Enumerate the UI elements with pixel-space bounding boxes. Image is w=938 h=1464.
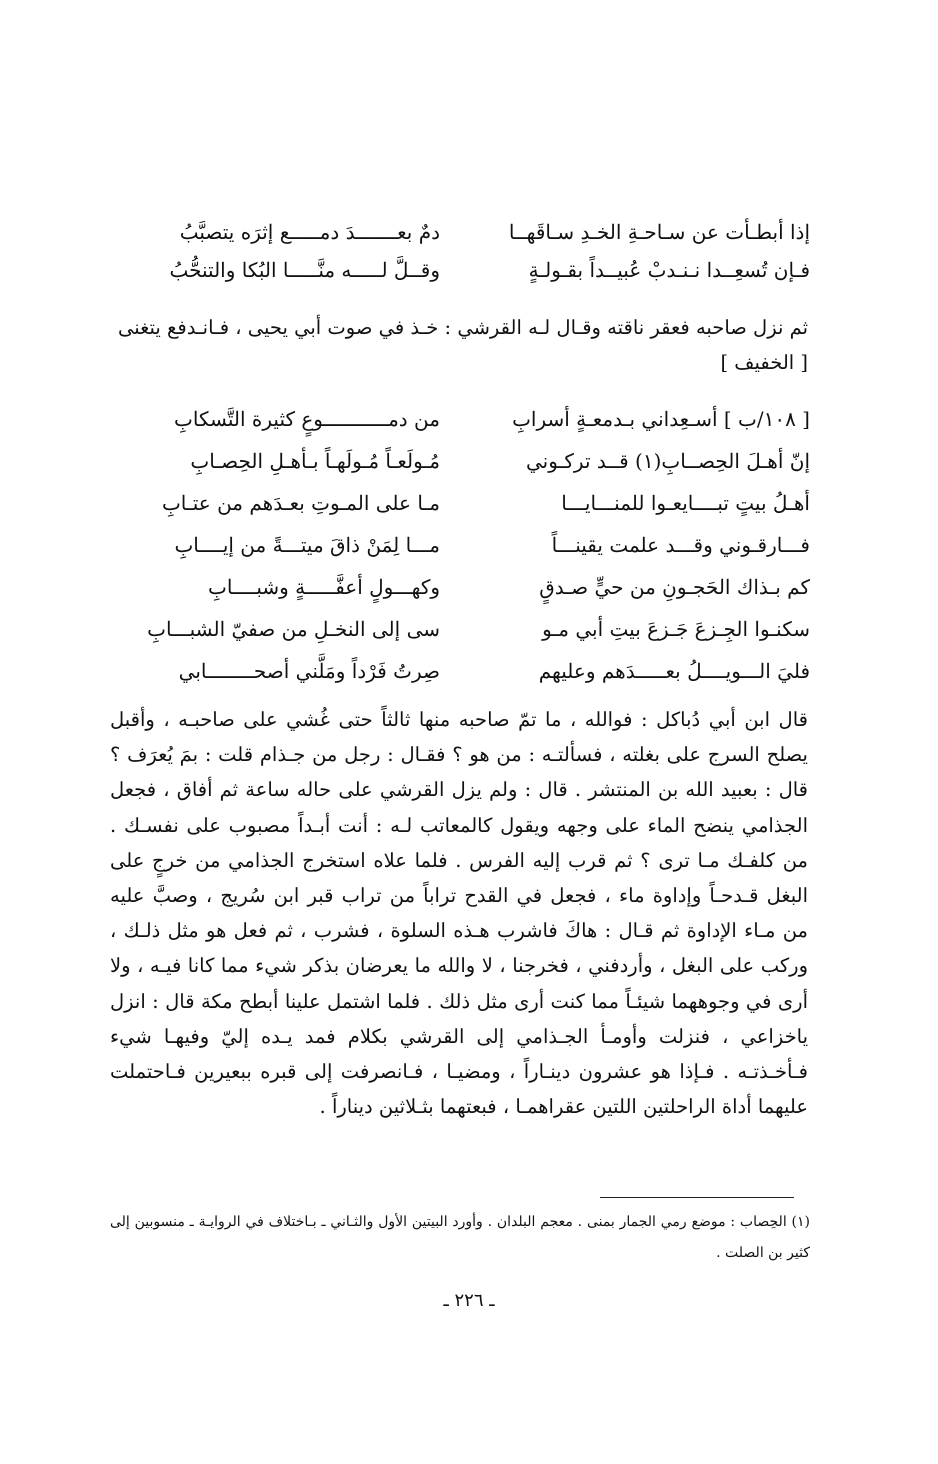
footnote: (١) الحِصاب : موضع رمي الجمار بمنى . معجم البلدان . وأورد البيتين الأول والثـاني ـ بـاختلاف في الروايـة ـ منسوبين إلى كثير بن الصلت .: [110, 1214, 810, 1261]
verse-line: [110, 650, 810, 692]
body-paragraph: قال ابن أبي دُباكل : فوالله ، ما تمّ صاحبه منها ثالثاً حتى غُشي على صاحبـه ، وأقبل يصلح السرج على بغلته ، فسألتـه : من هو ؟ فقـال : رجل من جـذام قلت : بمَ يُعرَف ؟ قال : بعبيد الله بن المنتشر . قال : ولم يزل القرشي على حاله ساعة ثم أفاق ، فجعل الجذامي ينضح الماء على وجهه ويقول كالمعاتب لـه : أنت أبـداً مصبوب على نفسـك . من كلفـك مـا ترى ؟ ثم قرب إليه الفرس . فلما علاه استخرج الجذامي من خرجٍ على البغل قـدحـاً وإداوة ماء ، فجعل في القدح تراباً من تراب قبر ابن سُريج ، وصبَّ عليه من مـاء الإداوة ثم قـال : هاكَ فاشرب هـذه السلوة ، فشرب ، ثم فعل هو مثل ذلـك ، وركب على البغل ، وأردفني ، فخرجنا ، لا والله ما يعرضان بذكر شيء مما كانا فيـه ، ولا أرى في وجوههما شيئـاً مما كنت أرى مثل ذلك . فلما اشتمل علينا أبطح مكة قال : انزل ياخزاعي ، فنزلت وأومـأ الجـذامي إلى القرشي بكلام فمد يـده إليّ وفيهـا شيء فـأخـذتـه . فـإذا هو عشرون دينـاراً ، ومضيـا ، فـانصرفت إلى قبره ببعيرين فـاحتملت عليهما أداة الراحلتين اللتين عقراهمـا ، فبعتهما بثـلاثين ديناراً .: [110, 708, 808, 1119]
verse-line: [110, 524, 810, 566]
verse-first-hemistich: إذا أبطـأت عن سـاحـةِ الخـدِ سـاقَهــا: [508, 220, 810, 244]
verse-line: [110, 608, 810, 650]
poem-top: [110, 213, 810, 289]
verse-first-hemistich: فـــارقـوني وقـــد علمت يقينـــاً: [551, 533, 810, 557]
verse-line: [110, 440, 810, 482]
verse-second-hemistich: مـــا لِمَنْ ذاقَ ميتـــةً من إيــــابِ: [174, 533, 440, 557]
verse-second-hemistich: دمٌ بعـــــــدَ دمـــــع إثرَه يتصبَّبُ: [179, 220, 440, 244]
intro-paragraph: [110, 310, 808, 380]
page-number: ـ ٢٢٦ ـ: [443, 1290, 495, 1311]
verse-first-hemistich: كم بـذاك الحَجـونِ من حيٍّ صـدقٍ: [539, 575, 810, 599]
verse-first-hemistich: إنّ أهـلَ الحِصــابِ(١) قــد تركـوني: [525, 449, 810, 473]
poem-main: [110, 398, 810, 692]
meter-label: [ الخفيف ]: [720, 351, 808, 374]
verse-line: [110, 566, 810, 608]
verse-second-hemistich: مُـولَعـاً مُـولَهـاً بـأهـلِ الحِصـابِ: [190, 449, 440, 473]
verse-first-hemistich: فـإن تُسعِــدا نـنـدبْ عُبيــداً بقـولـةٍ: [528, 258, 810, 282]
verse-second-hemistich: صِرتُ فَرْداً ومَلَّني أصحــــــــابي: [178, 659, 440, 683]
verse-line: [110, 213, 810, 251]
verse-first-hemistich: سكنـوا الجِـزعَ جَـزعَ بيتِ أبي مـو: [542, 617, 810, 641]
verse-line: [110, 482, 810, 524]
verse-second-hemistich: سى إلى النخـلِ من صفيّ الشبـــابِ: [147, 617, 440, 641]
verse-second-hemistich: وكهـــولٍ أعفَّـــــةٍ وشبــــابِ: [208, 575, 440, 599]
verse-line: [110, 398, 810, 440]
intro-text: ثم نزل صاحبه فعقر ناقته وقـال لـه القرشي : خـذ في صوت أبي يحيى ، فـانـدفع يتغنى: [117, 316, 808, 339]
verse-first-hemistich: أهـلُ بيتٍ تبــــايعـوا للمنـــايـــا: [561, 491, 810, 515]
verse-first-hemistich: [ ١٠٨/ب ] أسـعِداني بـدمعـةٍ أسرابِ: [512, 407, 810, 431]
verse-line: [110, 251, 810, 289]
footnote-divider: [600, 1197, 794, 1198]
verse-second-hemistich: وقــلَّ لـــــه منَّـــــا البُكا والتنحُّبُ: [169, 258, 440, 282]
verse-second-hemistich: مـا على المـوتِ بعـدَهم من عتـابِ: [161, 491, 440, 515]
verse-first-hemistich: فليَ الـــويــــلُ بعـــــدَهم وعليهم: [538, 659, 810, 683]
verse-second-hemistich: من دمـــــــــــوعٍ كثيرة التَّسكابِ: [174, 407, 440, 431]
